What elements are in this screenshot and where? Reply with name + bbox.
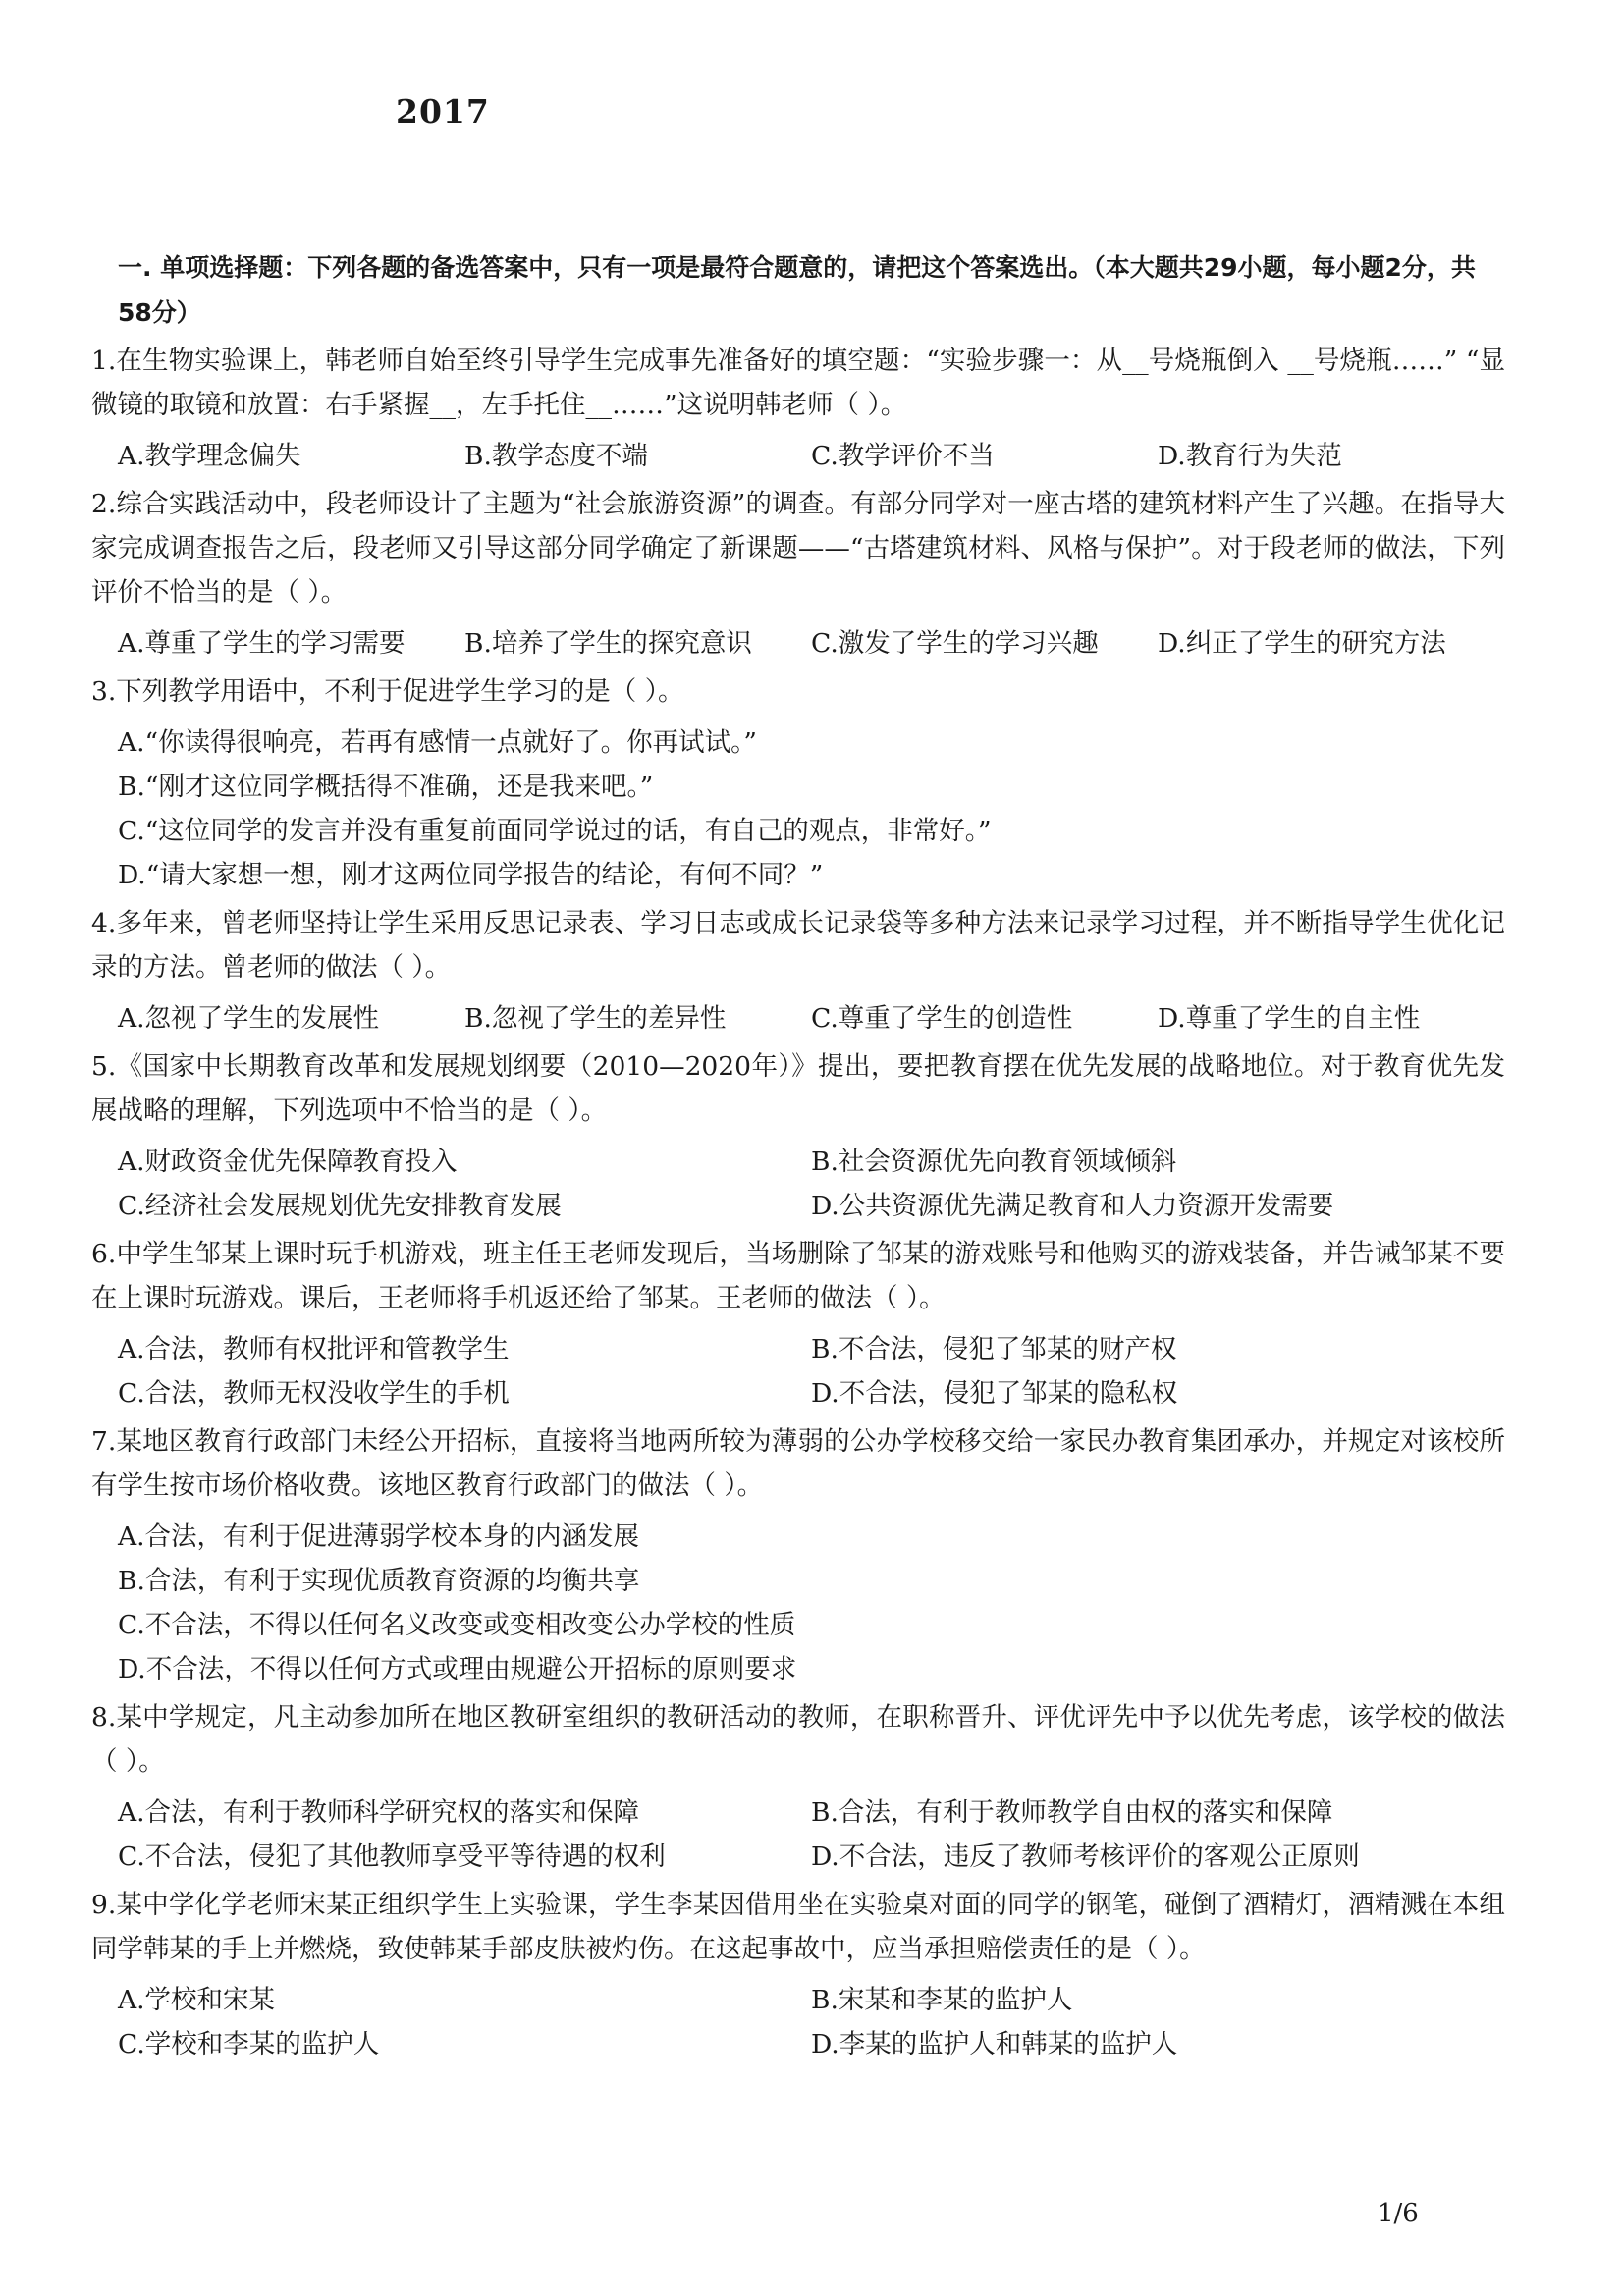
option-list bbox=[91, 621, 1505, 666]
option-d: D.不合法，侵犯了邹某的隐私权 bbox=[811, 1378, 1178, 1409]
option-d: D.李某的监护人和韩某的监护人 bbox=[811, 2029, 1178, 2059]
option-a: A.合法，有利于教师科学研究权的落实和保障 bbox=[118, 1797, 640, 1828]
question-stem: 8.某中学规定，凡主动参加所在地区教研室组织的教研活动的教师，在职称晋升、评优评先中予以优先考虑，该学校的做法（ ）。 bbox=[91, 1702, 1505, 1777]
option-list bbox=[91, 1790, 1505, 1879]
question-8 bbox=[91, 1695, 1505, 1879]
exam-year: 2017 bbox=[396, 92, 490, 131]
question-list bbox=[91, 339, 1505, 2070]
option-b: B.教学态度不端 bbox=[464, 441, 648, 471]
question-2 bbox=[91, 482, 1505, 666]
option-b: B.宋某和李某的监护人 bbox=[811, 1985, 1073, 2015]
option-d: D.不合法，违反了教师考核评价的客观公正原则 bbox=[811, 1842, 1360, 1872]
option-list bbox=[91, 721, 1505, 897]
option-a: A.尊重了学生的学习需要 bbox=[118, 628, 406, 659]
option-c: C.尊重了学生的创造性 bbox=[811, 1003, 1073, 1034]
option-b: B.社会资源优先向教育领域倾斜 bbox=[811, 1147, 1177, 1177]
option-b: B.合法，有利于教师教学自由权的落实和保障 bbox=[811, 1797, 1333, 1828]
option-c: C.学校和李某的监护人 bbox=[118, 2029, 380, 2059]
option-d: D.公共资源优先满足教育和人力资源开发需要 bbox=[811, 1191, 1334, 1221]
option-c: C.“这位同学的发言并没有重复前面同学说过的话，有自己的观点，非常好。” bbox=[118, 816, 992, 846]
option-d: D.“请大家想一想，刚才这两位同学报告的结论，有何不同？” bbox=[118, 860, 824, 890]
section-header: 一. 单项选择题：下列各题的备选答案中，只有一项是最符合题意的，请把这个答案选出。（本大题共29小题，每小题2分，共58分） bbox=[118, 253, 1476, 327]
option-list bbox=[91, 1140, 1505, 1228]
option-b: B.培养了学生的探究意识 bbox=[464, 628, 752, 659]
option-c: C.不合法，不得以任何名义改变或变相改变公办学校的性质 bbox=[118, 1610, 796, 1640]
question-9 bbox=[91, 1883, 1505, 2066]
option-b: B.合法，有利于实现优质教育资源的均衡共享 bbox=[118, 1566, 640, 1596]
option-c: C.激发了学生的学习兴趣 bbox=[811, 628, 1099, 659]
option-list bbox=[91, 1515, 1505, 1691]
option-a: A.学校和宋某 bbox=[118, 1985, 276, 2015]
option-b: B.不合法，侵犯了邹某的财产权 bbox=[811, 1334, 1177, 1364]
option-d: D.不合法，不得以任何方式或理由规避公开招标的原则要求 bbox=[118, 1654, 797, 1684]
page-number: 1/6 bbox=[1378, 2199, 1419, 2228]
question-stem: 3.下列教学用语中，不利于促进学生学习的是（ ）。 bbox=[91, 676, 684, 707]
option-a: A.教学理念偏失 bbox=[118, 441, 301, 471]
question-5 bbox=[91, 1044, 1505, 1228]
question-stem: 6.中学生邹某上课时玩手机游戏，班主任王老师发现后，当场删除了邹某的游戏账号和他购买的游戏装备，并告诫邹某不要在上课时玩游戏。课后，王老师将手机返还给了邹某。王老师的做法（ ）。 bbox=[91, 1239, 1505, 1313]
question-6 bbox=[91, 1232, 1505, 1415]
option-d: D.教育行为失范 bbox=[1158, 441, 1342, 471]
question-stem: 7.某地区教育行政部门未经公开招标，直接将当地两所较为薄弱的公办学校移交给一家民办教育集团承办，并规定对该校所有学生按市场价格收费。该地区教育行政部门的做法（ ）。 bbox=[91, 1426, 1505, 1501]
question-7 bbox=[91, 1419, 1505, 1691]
question-3 bbox=[91, 669, 1505, 897]
question-stem: 5.《国家中长期教育改革和发展规划纲要（2010—2020年）》提出，要把教育摆在优先发展的战略地位。对于教育优先发展战略的理解，下列选项中不恰当的是（ ）。 bbox=[91, 1051, 1505, 1126]
option-a: A.合法，有利于促进薄弱学校本身的内涵发展 bbox=[118, 1522, 640, 1552]
option-d: D.尊重了学生的自主性 bbox=[1158, 1003, 1421, 1034]
option-b: B.“刚才这位同学概括得不准确，还是我来吧。” bbox=[118, 772, 654, 802]
question-4 bbox=[91, 901, 1505, 1041]
question-stem: 1.在生物实验课上，韩老师自始至终引导学生完成事先准备好的填空题：“实验步骤一：从__号烧瓶倒入 __号烧瓶……” “显微镜的取镜和放置：右手紧握__，左手托住__……”这说明韩老师（ ）。 bbox=[91, 346, 1505, 420]
option-list bbox=[91, 996, 1505, 1041]
option-list bbox=[91, 434, 1505, 478]
option-a: A.财政资金优先保障教育投入 bbox=[118, 1147, 458, 1177]
option-a: A.“你读得很响亮，若再有感情一点就好了。你再试试。” bbox=[118, 727, 757, 758]
option-list bbox=[91, 1327, 1505, 1415]
option-a: A.忽视了学生的发展性 bbox=[118, 1003, 380, 1034]
question-stem: 9.某中学化学老师宋某正组织学生上实验课，学生李某因借用坐在实验桌对面的同学的钢笔，碰倒了酒精灯，酒精溅在本组同学韩某的手上并燃烧，致使韩某手部皮肤被灼伤。在这起事故中，应当承担赔偿责任的是（ ）。 bbox=[91, 1890, 1505, 1964]
option-c: C.经济社会发展规划优先安排教育发展 bbox=[118, 1191, 562, 1221]
option-c: C.教学评价不当 bbox=[811, 441, 995, 471]
question-stem: 2.综合实践活动中，段老师设计了主题为“社会旅游资源”的调查。有部分同学对一座古塔的建筑材料产生了兴趣。在指导大家完成调查报告之后，段老师又引导这部分同学确定了新课题——“古塔建筑材料、风格与保护”。对于段老师的做法，下列评价不恰当的是（ ）。 bbox=[91, 489, 1505, 608]
question-1 bbox=[91, 339, 1505, 478]
option-b: B.忽视了学生的差异性 bbox=[464, 1003, 727, 1034]
option-c: C.合法，教师无权没收学生的手机 bbox=[118, 1378, 510, 1409]
option-d: D.纠正了学生的研究方法 bbox=[1158, 628, 1446, 659]
option-a: A.合法，教师有权批评和管教学生 bbox=[118, 1334, 510, 1364]
option-c: C.不合法，侵犯了其他教师享受平等待遇的权利 bbox=[118, 1842, 666, 1872]
question-stem: 4.多年来，曾老师坚持让学生采用反思记录表、学习日志或成长记录袋等多种方法来记录学习过程，并不断指导学生优化记录的方法。曾老师的做法（ ）。 bbox=[91, 908, 1505, 983]
option-list bbox=[91, 1978, 1505, 2066]
